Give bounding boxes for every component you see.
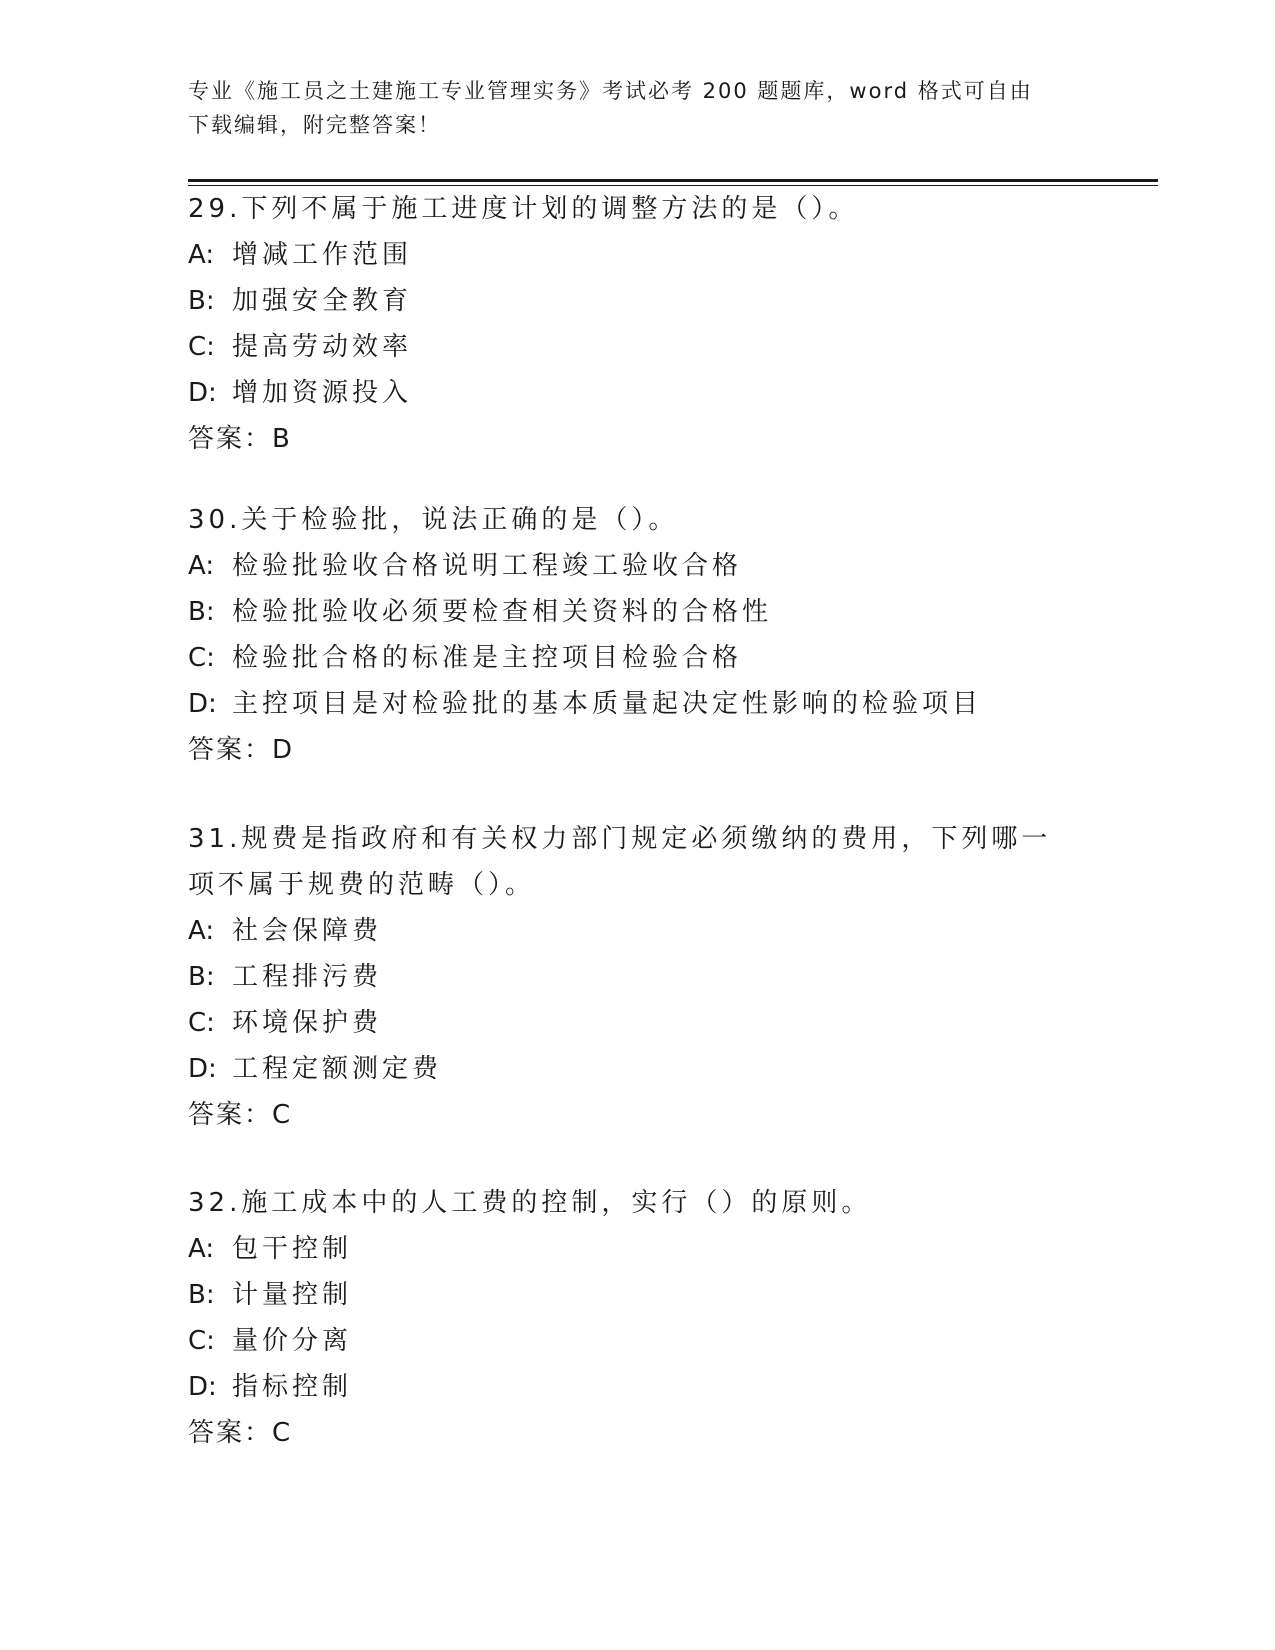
question-block-29 [188,186,1088,462]
option-letter: C: [188,1326,215,1356]
question-stem: 31.规费是指政府和有关权力部门规定必须缴纳的费用，下列哪一项不属于规费的范畴（）。 [188,824,1052,900]
option-d [188,370,1088,416]
option-d [188,681,1088,727]
option-a [188,543,1088,589]
option-letter: B: [188,962,215,992]
question-block-32 [188,1180,1088,1456]
option-c [188,635,1088,681]
option-c [188,1318,1088,1364]
question-block-31 [188,816,1068,1138]
document-header [188,74,1088,142]
answer-line: 答案：B [188,424,292,454]
option-text: 检验批合格的标准是主控项目检验合格 [232,643,743,673]
option-text: 指标控制 [232,1372,353,1402]
option-text: 工程定额测定费 [232,1054,443,1084]
option-text: 加强安全教育 [232,286,413,316]
header-line-1: 专业《施工员之土建施工专业管理实务》考试必考 200 题题库，word 格式可自由 [188,79,1033,103]
option-d [188,1364,1088,1410]
option-letter: D: [188,1372,217,1402]
option-text: 检验批验收合格说明工程竣工验收合格 [232,551,743,581]
question-stem: 32.施工成本中的人工费的控制，实行（）的原则。 [188,1188,872,1218]
option-letter: C: [188,332,215,362]
option-d [188,1046,1068,1092]
option-text: 计量控制 [232,1280,353,1310]
option-a [188,1226,1088,1272]
question-stem: 29.下列不属于施工进度计划的调整方法的是（）。 [188,194,859,224]
option-text: 社会保障费 [232,916,383,946]
header-line-2: 下载编辑，附完整答案！ [188,113,441,137]
option-text: 环境保护费 [232,1008,383,1038]
option-text: 检验批验收必须要检查相关资料的合格性 [232,597,773,627]
option-b [188,278,1088,324]
answer-line: 答案：C [188,1100,293,1130]
option-text: 主控项目是对检验批的基本质量起决定性影响的检验项目 [232,689,983,719]
option-letter: D: [188,1054,217,1084]
option-text: 量价分离 [232,1326,353,1356]
answer-line: 答案：D [188,735,295,765]
option-b [188,1272,1088,1318]
option-letter: D: [188,378,217,408]
option-c [188,1000,1068,1046]
option-letter: B: [188,597,215,627]
question-block-30 [188,497,1088,773]
option-letter: D: [188,689,217,719]
option-text: 增减工作范围 [232,240,413,270]
option-letter: A: [188,916,215,946]
option-text: 工程排污费 [232,962,383,992]
option-letter: C: [188,643,215,673]
option-a [188,232,1088,278]
option-text: 提高劳动效率 [232,332,413,362]
option-b [188,589,1088,635]
option-letter: A: [188,1234,215,1264]
option-letter: B: [188,1280,215,1310]
option-c [188,324,1088,370]
option-letter: A: [188,551,215,581]
question-stem: 30.关于检验批，说法正确的是（）。 [188,505,679,535]
option-text: 包干控制 [232,1234,353,1264]
option-b [188,954,1068,1000]
option-letter: A: [188,240,215,270]
option-letter: C: [188,1008,215,1038]
option-a [188,908,1068,954]
option-text: 增加资源投入 [232,378,413,408]
option-letter: B: [188,286,215,316]
answer-line: 答案：C [188,1418,293,1448]
header-divider-thick [188,179,1158,182]
